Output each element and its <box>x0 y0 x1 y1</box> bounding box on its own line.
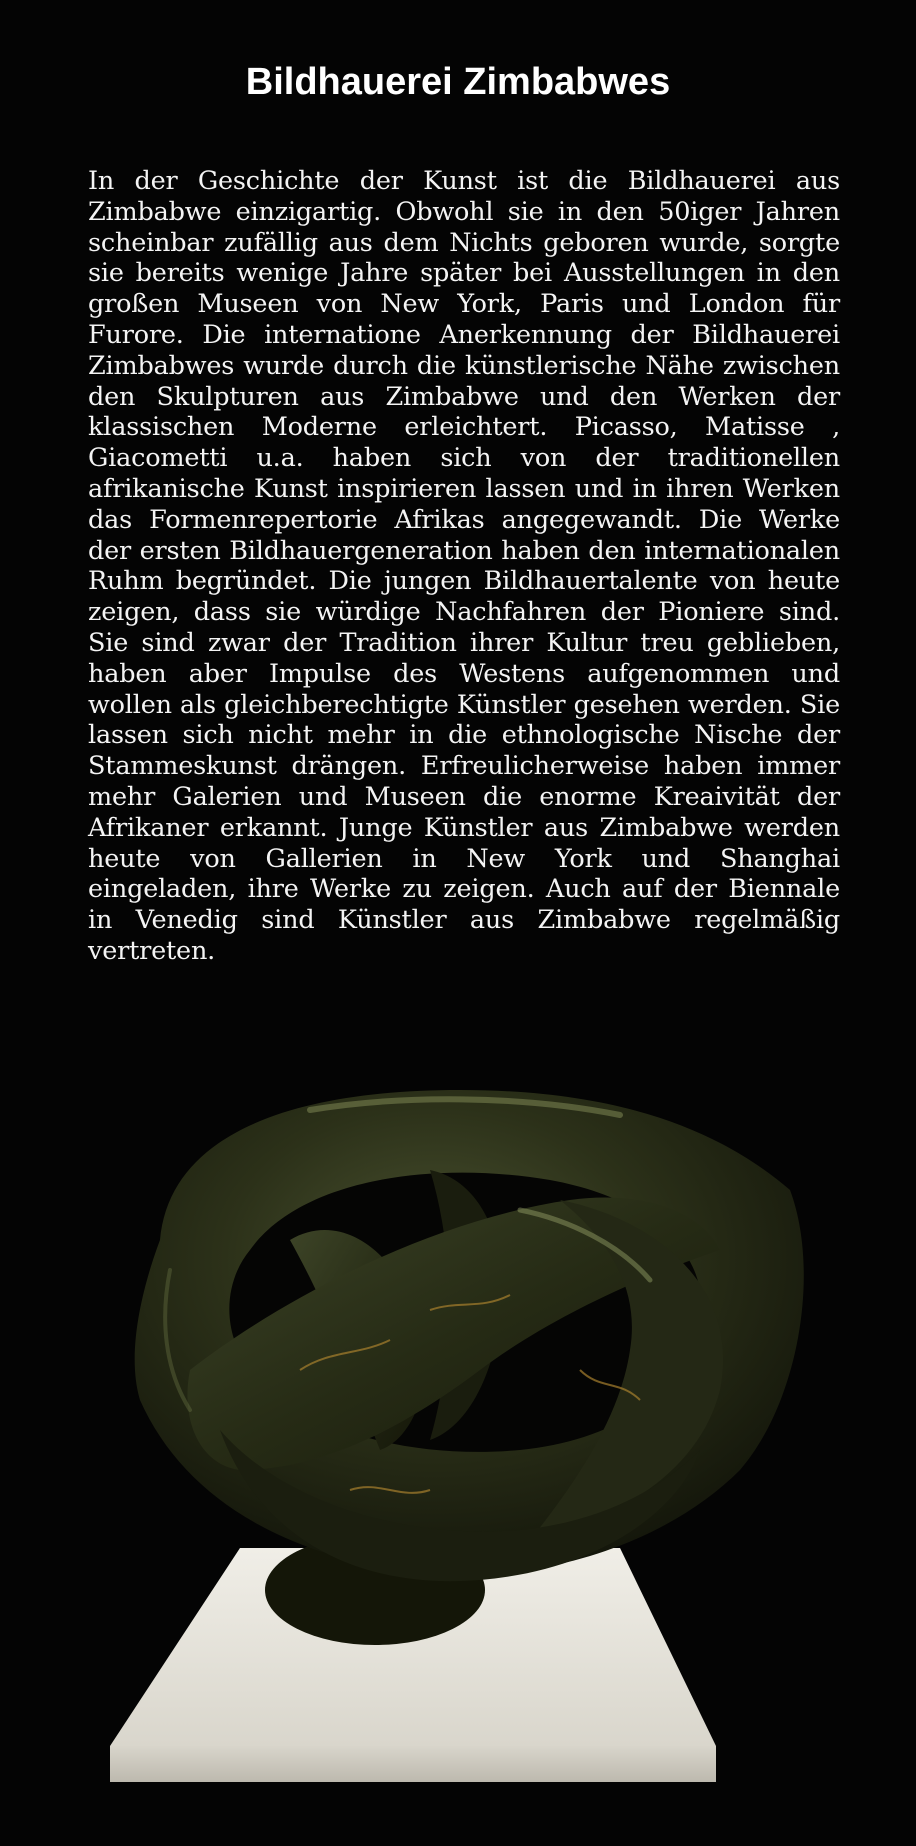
body-paragraph: In der Geschichte der Kunst ist die Bildhauerei aus Zimbabwe einzigartig. Obwohl sie in den 50iger Jahren scheinbar zufällig aus dem Nichts geboren wurde, sorgte sie bereits wenige Jahre später bei Ausstellungen in den großen Museen von New York, Paris und London für Furore. Die internatione Anerkennung der Bildhauerei Zimbabwes wurde durch die künstlerische Nähe zwischen den Skulpturen aus Zimbabwe und den Werken der klassischen Moderne erleichtert. Picasso, Matisse , Giacometti u.a. haben sich von der traditionellen afrikanische Kunst inspirieren lassen und in ihren Werken das Formenrepertorie Afrikas angegewandt. Die Werke der ersten Bildhauergeneration haben den internationalen Ruhm begründet. Die jungen Bildhauertalente von heute zeigen, dass sie würdige Nachfahren der Pioniere sind. Sie sind zwar der Tradition ihrer Kultur treu geblieben, haben aber Impulse des Westens aufgenommen und wollen als gleichberechtigte Künstler gesehen werden. Sie lassen sich nicht mehr in die ethnologische Nische der Stammeskunst drängen. Erfreulicherweise haben immer mehr Galerien und Museen die enorme Kreaivität der Afrikaner erkannt. Junge Künstler aus Zimbabwe werden heute von Gallerien in New York und Shanghai eingeladen, ihre Werke zu zeigen. Auch auf der Biennale in Venedig sind Künstler aus Zimbabwe regelmäßig vertreten. <box>88 166 840 966</box>
sculpture-illustration <box>100 1070 816 1800</box>
sculpture-image <box>100 1070 816 1800</box>
page-title: Bildhauerei Zimbabwes <box>245 61 671 103</box>
sculpture-base-side <box>110 1746 716 1782</box>
